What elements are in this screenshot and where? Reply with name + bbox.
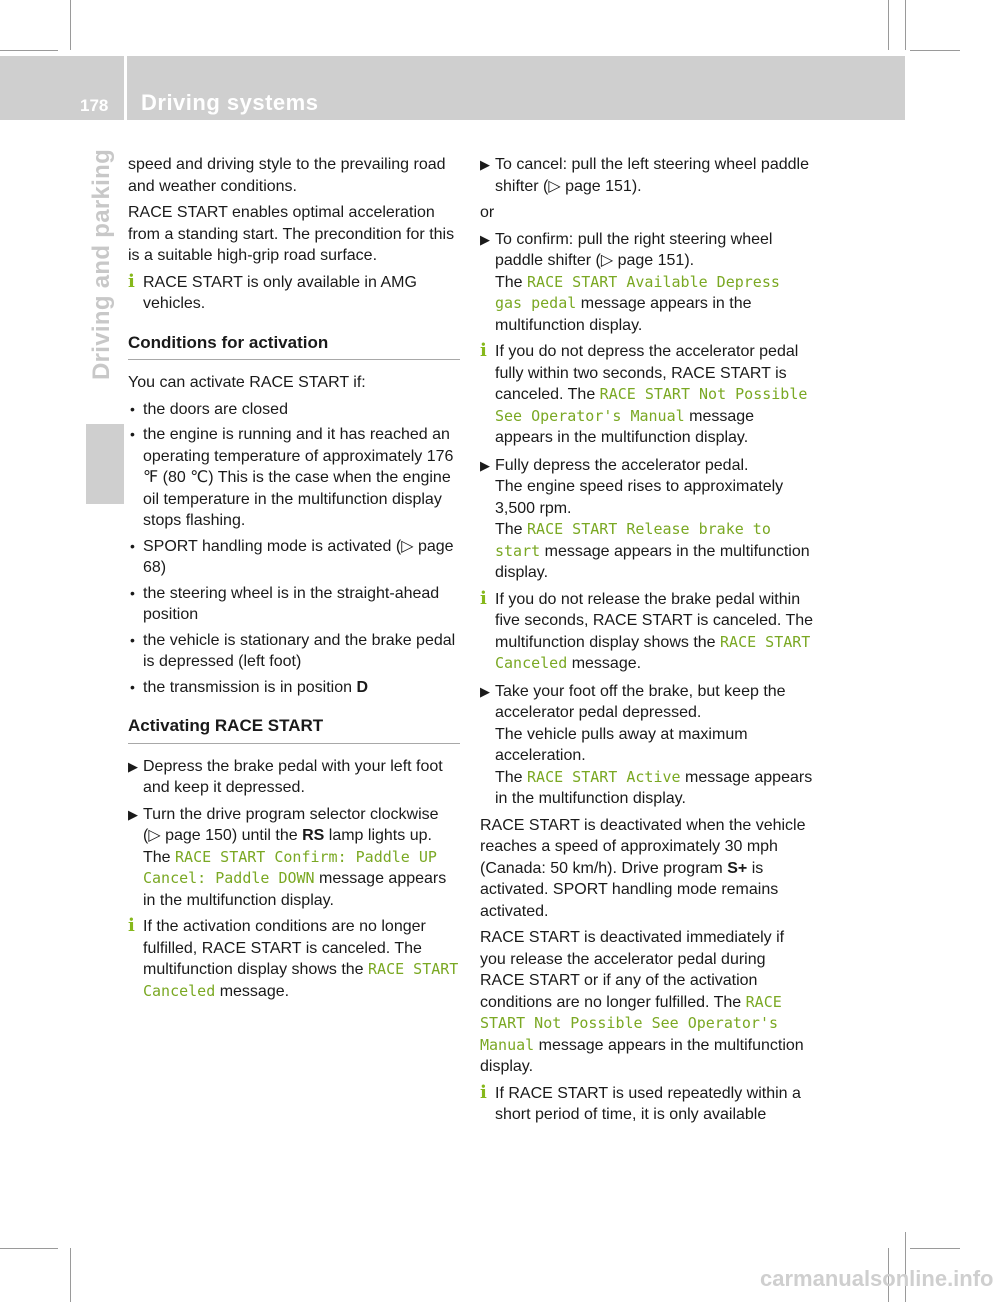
note-text: message. <box>219 982 290 1000</box>
step <box>480 154 814 197</box>
step-text: The vehicle pulls away at maximum acceleration. <box>495 725 748 764</box>
display-message: RACE START Confirm: Paddle UP Cancel: Paddle DOWN <box>143 847 437 887</box>
gear-position: D <box>356 678 368 696</box>
bullet-icon: • <box>130 537 135 554</box>
info-note <box>480 589 814 675</box>
side-tab-block <box>86 424 124 504</box>
step <box>128 804 460 912</box>
display-message: RACE START Not Possible See Operator's Manual <box>495 385 808 425</box>
watermark: carmanualsonline.info <box>760 1266 994 1291</box>
step-text: Fully depress the accelerator pedal. <box>495 456 749 474</box>
step-text: message appears in the multifunction display. <box>495 768 813 807</box>
info-note <box>480 1083 814 1126</box>
step-text: The engine speed rises to approximately 3,500 rpm. <box>495 478 784 517</box>
section-heading: Activating RACE START <box>128 715 460 744</box>
note-text: message appears in the multifunction display. <box>495 407 755 446</box>
step-marker-icon: ▶ <box>480 683 490 699</box>
list-item <box>128 424 460 532</box>
list-item <box>128 630 460 673</box>
step-text: To confirm: pull the right steering wheel paddle shifter (▷ page 151). <box>495 230 773 269</box>
step-text: message appears in the multifunction display. <box>495 295 752 334</box>
paragraph: or <box>480 204 495 221</box>
paragraph-text: RACE START is deactivated when the vehicle reaches a speed of approximately 30 mph (Canada: 50 km/h). Drive program <box>480 816 806 877</box>
paragraph <box>480 927 814 1078</box>
list-item-text: SPORT handling mode is activated (▷ page 68) <box>143 537 454 576</box>
step-marker-icon: ▶ <box>128 758 138 774</box>
display-message: RACE START Active <box>527 767 681 786</box>
display-message: RACE START Available Depress gas pedal <box>495 272 780 312</box>
step-marker-icon: ▶ <box>128 806 138 822</box>
section-title: Driving systems <box>141 90 319 115</box>
step <box>480 681 814 810</box>
list-item-text: the doors are closed <box>143 400 288 418</box>
note-text: If the activation conditions are no longer fulfilled, RACE START is canceled. The multifunction display shows the <box>143 918 426 978</box>
crop-mark <box>70 1248 71 1302</box>
list-item-text: the vehicle is stationary and the brake pedal is depressed (left foot) <box>143 631 456 670</box>
drive-program: S+ <box>727 859 748 877</box>
paragraph-text: is activated. SPORT handling mode remains activated. <box>480 859 779 920</box>
info-icon: i <box>480 587 487 609</box>
bullet-icon: • <box>130 584 135 601</box>
info-icon: i <box>128 270 135 292</box>
step-text: The <box>495 768 523 786</box>
paragraph-text: RACE START is deactivated immediately if you release the accelerator pedal during RACE START or if any of the activation conditions are no longer fulfilled. The <box>480 929 785 1011</box>
step-text: lamp lights up. <box>328 827 432 844</box>
step-text: Take your foot off the brake, but keep the accelerator pedal depressed. <box>495 682 786 721</box>
step-text: message appears in the multifunction display. <box>495 542 810 581</box>
step <box>480 455 814 584</box>
crop-mark <box>0 1248 58 1249</box>
list-item-text: the transmission is in position <box>143 678 352 696</box>
step-text: The <box>495 521 523 538</box>
paragraph: speed and driving style to the prevailing road and weather conditions. <box>128 156 446 195</box>
step-marker-icon: ▶ <box>480 157 490 172</box>
bullet-icon: • <box>130 678 135 695</box>
note-text: If RACE START is used repeatedly within a short period of time, it is only available <box>495 1084 801 1123</box>
info-note <box>128 272 460 315</box>
paragraph <box>480 815 814 923</box>
crop-mark <box>70 0 71 50</box>
crop-mark <box>0 50 58 51</box>
crop-mark <box>910 1248 960 1249</box>
list-item <box>128 536 460 579</box>
list-item <box>128 583 460 626</box>
header-divider <box>124 56 127 120</box>
info-icon: i <box>128 915 135 936</box>
bullet-icon: • <box>130 400 135 417</box>
bullet-icon: • <box>130 631 135 648</box>
side-tab <box>88 130 118 380</box>
list-item-text: the steering wheel is in the straight-ahead position <box>143 584 440 623</box>
crop-mark <box>905 0 906 50</box>
paragraph: RACE START enables optimal acceleration from a standing start. The precondition for this is a suitable high-grip road surface. <box>128 204 455 264</box>
step-text: The <box>143 848 171 866</box>
header-bar <box>0 56 905 120</box>
crop-mark <box>910 50 960 51</box>
display-message: RACE START Canceled <box>143 960 459 1000</box>
info-note <box>128 916 460 1002</box>
bullet-icon: • <box>130 426 135 442</box>
crop-mark <box>888 0 889 50</box>
step-text: Turn the drive program selector clockwise (▷ page 150) until the <box>143 805 439 844</box>
step-marker-icon: ▶ <box>480 231 490 247</box>
section-heading: Conditions for activation <box>128 332 460 361</box>
note-text: If you do not release the brake pedal within five seconds, RACE START is canceled. The multifunction display shows the <box>495 590 814 651</box>
step <box>128 756 460 799</box>
info-note <box>480 341 814 449</box>
info-icon: i <box>480 1081 487 1103</box>
info-icon: i <box>480 340 487 361</box>
right-column <box>480 154 814 1132</box>
side-tab-label: Driving and parking <box>88 148 115 380</box>
step-marker-icon: ▶ <box>480 457 490 473</box>
note-text: If you do not depress the accelerator pedal fully within two seconds, RACE START is canceled. The <box>495 343 799 403</box>
display-message: RACE START Not Possible See Operator's Manual <box>480 992 782 1054</box>
list-item <box>128 399 460 421</box>
display-message: RACE START Release brake to start <box>495 520 771 560</box>
list-item-text: the engine is running and it has reached an operating temperature of approximately 176 ℉ (80 ℃) This is the case when the engine oil temperature in the multifunction display stops flashing. <box>143 426 454 529</box>
paragraph-text: message appears in the multifunction display. <box>480 1036 804 1075</box>
step-text: To cancel: pull the left steering wheel paddle shifter (▷ page 151). <box>495 156 809 195</box>
step-text: The <box>495 273 523 291</box>
page-number: 178 <box>80 96 109 115</box>
display-message: RACE START Canceled <box>495 632 811 672</box>
lamp-label: RS <box>302 827 325 844</box>
note-text: message. <box>571 655 642 672</box>
note-text: RACE START is only available in AMG vehicles. <box>143 273 417 312</box>
step-text: message appears in the multifunction display. <box>143 870 447 909</box>
step <box>480 229 814 337</box>
list-item <box>128 677 460 699</box>
step-text: Depress the brake pedal with your left foot and keep it depressed. <box>143 757 443 796</box>
paragraph: You can activate RACE START if: <box>128 374 366 391</box>
left-column <box>128 154 460 1008</box>
